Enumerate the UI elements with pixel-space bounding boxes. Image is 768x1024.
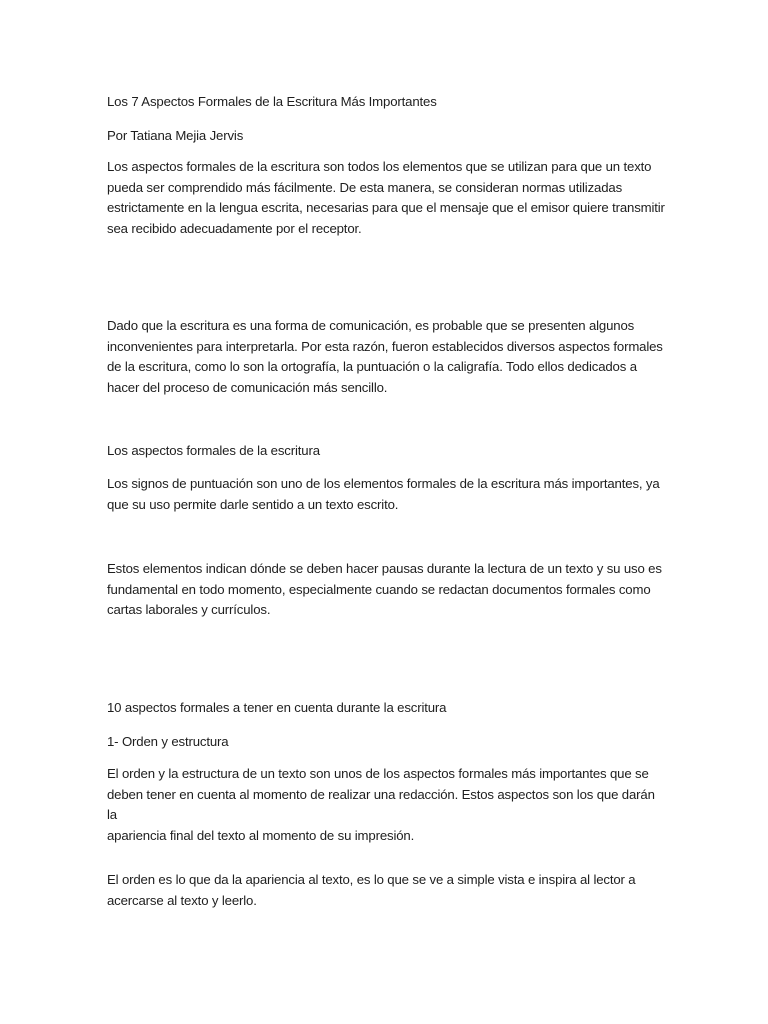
document-title: Los 7 Aspectos Formales de la Escritura Más Importantes	[107, 94, 437, 109]
paragraph-pauses: Estos elementos indican dónde se deben hacer pausas durante la lectura de un texto y su uso es fundamental en todo momento, especialmente cuando se redactan documentos formales como cartas laborales y currículos.	[107, 561, 662, 617]
section-heading-aspects: Los aspectos formales de la escritura	[107, 443, 320, 458]
paragraph-order-appearance: El orden es lo que da la apariencia al texto, es lo que se ve a simple vista e inspira al lector a acercarse al texto y leerlo.	[107, 872, 636, 908]
paragraph-intro: Los aspectos formales de la escritura son todos los elementos que se utilizan para que un texto pueda ser comprendido más fácilmente. De esta manera, se consideran normas utilizadas estrictamente en la lengua escrita, necesarias para que el mensaje que el emisor quiere transmitir sea recibido adecuadamente por el receptor.	[107, 159, 665, 236]
paragraph-communication: Dado que la escritura es una forma de comunicación, es probable que se presenten algunos inconvenientes para interpretarla. Por esta razón, fueron establecidos diversos aspectos formales de la escritura, como lo son la ortografía, la puntuación o la caligrafía. Todo ellos dedicados a hacer del proceso de comunicación más sencillo.	[107, 318, 663, 395]
paragraph-punctuation: Los signos de puntuación son uno de los elementos formales de la escritura más importantes, ya que su uso permite darle sentido a un texto escrito.	[107, 476, 660, 512]
section-heading-ten-aspects: 10 aspectos formales a tener en cuenta durante la escritura	[107, 700, 447, 715]
document-author: Por Tatiana Mejia Jervis	[107, 128, 244, 143]
subheading-order-structure: 1- Orden y estructura	[107, 734, 229, 749]
paragraph-order-structure: El orden y la estructura de un texto son unos de los aspectos formales más importantes que se deben tener en cuenta al momento de realizar una redacción. Estos aspectos son los que darán la apariencia final del texto al momento de su impresión.	[107, 766, 655, 843]
